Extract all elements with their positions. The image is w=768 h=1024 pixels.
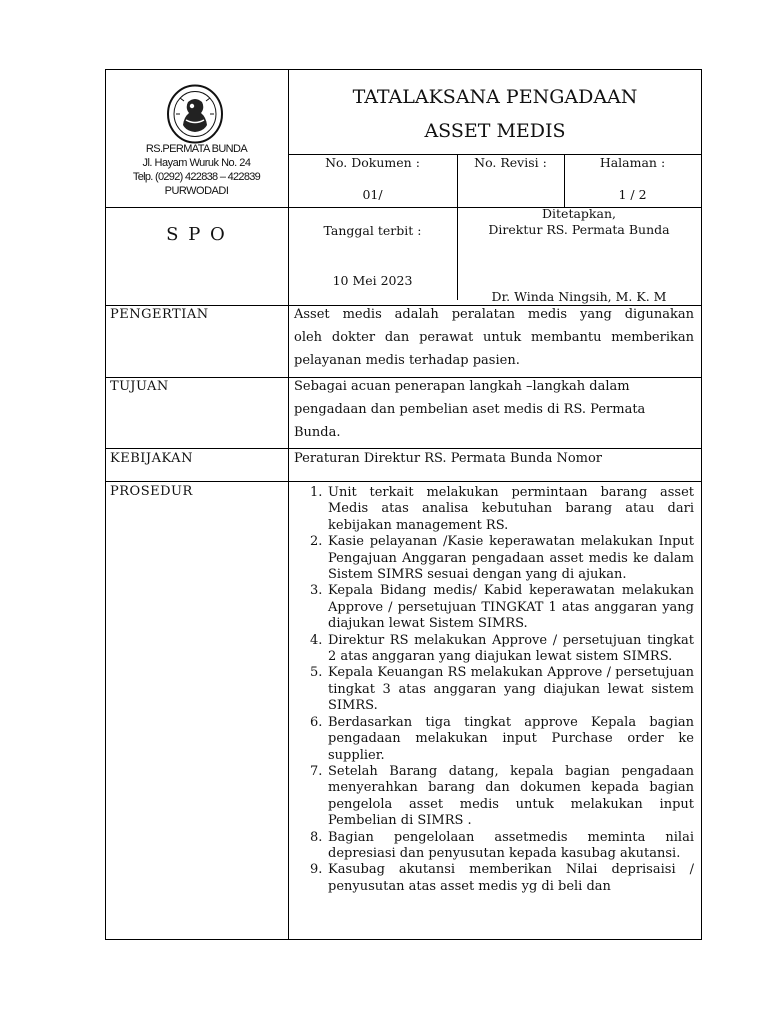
direktur-label: Direktur RS. Permata Bunda (488, 222, 670, 237)
ditetapkan-label: Ditetapkan, (542, 206, 616, 221)
spo-label: S P O (166, 224, 227, 245)
prosedur-item: 5. Kepala Keuangan RS melakukan Approve / persetujuan tingkat 3 atas anggaran yang diajukan lewat sistem SIMRS. (310, 665, 694, 714)
pengertian-line: pelayanan medis terhadap pasien. (294, 353, 520, 368)
pengertian-line: Asset medis adalah peralatan medis yang digunakan (294, 307, 694, 322)
prosedur-item: 6. Berdasarkan tiga tingkat approve Kepala bagian pengadaan melakukan input Purchase order ke supplier. (310, 714, 694, 763)
hospital-address: Jl. Hayam Wuruk No. 24 (142, 157, 251, 169)
no-revisi-label: No. Revisi : (474, 155, 547, 170)
prosedur-item: 1. Unit terkait melakukan permintaan barang asset Medis atas analisa kebutuhan barang atau dari kebijakan management RS. (310, 485, 694, 533)
tujuan-line: Bunda. (294, 425, 341, 440)
tujuan-line: pengadaan dan pembelian aset medis di RS. Permata (294, 402, 646, 417)
no-dokumen-label: No. Dokumen : (325, 155, 420, 170)
row-line-kebijakan (105, 481, 702, 482)
tanggal-terbit-value: 10 Mei 2023 (332, 273, 413, 288)
prosedur-item: 4. Direktur RS melakukan Approve / persetujuan tingkat 2 atas anggaran yang diajukan lewat sistem SIMRS. (310, 632, 694, 665)
tujuan-line: Sebagai acuan penerapan langkah –langkah dalam (294, 379, 630, 394)
tujuan-text (294, 375, 694, 444)
prosedur-list (300, 485, 694, 895)
prosedur-item: 3. Kepala Bidang medis/ Kabid keperawatan melakukan Approve / persetujuan TINGKAT 1 atas anggaran yang diajukan lewat Sistem SIMRS. (310, 583, 694, 632)
row-line-tujuan (105, 448, 702, 449)
table-border-bottom (105, 939, 702, 940)
prosedur-label: PROSEDUR (110, 484, 193, 499)
document-title-line1: TATALAKSANA PENGADAAN (352, 86, 638, 108)
hospital-city: PURWODADI (164, 185, 229, 197)
table-border-left (105, 69, 106, 940)
table-border-top (105, 69, 702, 70)
tujuan-label: TUJUAN (110, 379, 169, 394)
pengertian-text (294, 303, 694, 372)
signer-name: Dr. Winda Ningsih, M. K. M (491, 289, 667, 304)
prosedur-item: 8. Bagian pengelolaan assetmedis meminta nilai depresiasi dan penyusutan kepada kasubag akutansi. (310, 829, 694, 861)
document-title-line2: ASSET MEDIS (424, 120, 566, 142)
prosedur-item: 7. Setelah Barang datang, kepala bagian pengadaan menyerahkan barang dan dokumen kepada bagian pengelola asset medis untuk melakukan input Pembelian di SIMRS . (310, 763, 694, 829)
halaman-label: Halaman : (599, 155, 666, 170)
hospital-logo (166, 84, 224, 144)
pengertian-line: oleh dokter dan perawat untuk membantu memberikan (294, 330, 694, 345)
prosedur-item: 9. Kasubag akutansi memberikan Nilai deprisaisi / penyusutan atas asset medis yg di beli dan (310, 862, 694, 894)
tanggal-terbit-label: Tanggal terbit : (323, 223, 422, 238)
no-dokumen-value: 01/ (362, 187, 383, 202)
hospital-phone: Telp. (0292) 422838 – 422839 (132, 171, 261, 183)
prosedur-item: 2. Kasie pelayanan /Kasie keperawatan melakukan Input Pengajuan Anggaran pengadaan asset medis ke dalam Sistem SIMRS sesuai dengan yang di ajukan. (310, 534, 694, 583)
pengertian-label: PENGERTIAN (110, 307, 209, 322)
kebijakan-label: KEBIJAKAN (110, 451, 193, 466)
halaman-value: 1 / 2 (618, 187, 647, 202)
kebijakan-text: Peraturan Direktur RS. Permata Bunda Nomor (294, 451, 603, 466)
table-border-right (701, 69, 702, 940)
prosedur-list-container (300, 485, 694, 938)
hospital-name: RS.PERMATA BUNDA (145, 143, 248, 155)
